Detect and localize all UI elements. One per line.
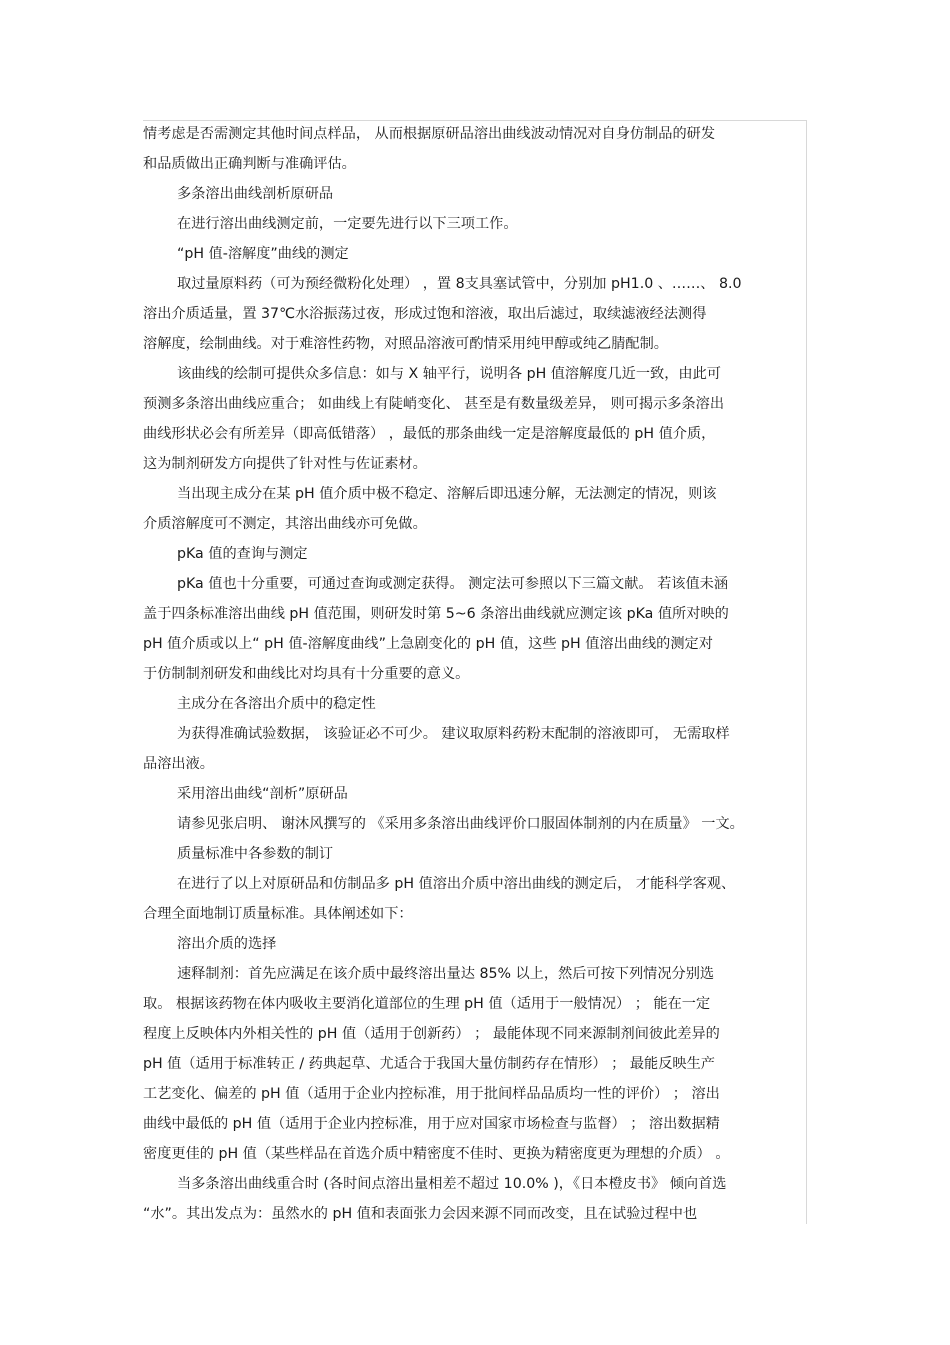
- text-line: 溶出介质的选择: [177, 936, 277, 952]
- text-line: 程度上反映体内外相关性的 pH 值（适用于创新药） ； 最能体现不同来源制剂间彼此差异的: [143, 1026, 720, 1042]
- text-line: 这为制剂研发方向提供了针对性与佐证素材。: [143, 456, 427, 472]
- text-line: pH 值（适用于标准转正 / 药典起草、尤适合于我国大量仿制药存在情形） ； 最能反映生产: [143, 1056, 715, 1072]
- text-line: 介质溶解度可不测定，其溶出曲线亦可免做。: [143, 516, 427, 532]
- text-line: 工艺变化、偏差的 pH 值（适用于企业内控标准，用于批间样品品质均一性的评价） ； 溶出: [143, 1086, 720, 1102]
- text-line: pKa 值也十分重要，可通过查询或测定获得。 测定法可参照以下三篇文献。 若该值未涵: [177, 576, 729, 592]
- page-border-right: [806, 120, 807, 1224]
- text-line: 曲线形状必会有所差异（即高低错落） ，最低的那条曲线一定是溶解度最低的 pH 值介质，: [143, 426, 716, 442]
- text-line: 在进行了以上对原研品和仿制品多 pH 值溶出介质中溶出曲线的测定后， 才能科学客观、: [177, 876, 736, 892]
- text-line: 于仿制制剂研发和曲线比对均具有十分重要的意义。: [143, 666, 470, 682]
- text-line: 曲线中最低的 pH 值（适用于企业内控标准，用于应对国家市场检查与监督） ； 溶出数据精: [143, 1116, 720, 1132]
- text-line: 为获得准确试验数据， 该验证必不可少。 建议取原料药粉末配制的溶液即可， 无需取样: [177, 726, 730, 742]
- page-border-top: [143, 120, 807, 121]
- text-line: 采用溶出曲线“剖析”原研品: [177, 786, 348, 802]
- text-line: 盖于四条标准溶出曲线 pH 值范围，则研发时第 5~6 条溶出曲线就应测定该 pKa 值所对映的: [143, 606, 729, 622]
- text-line: 密度更佳的 pH 值（某些样品在首选介质中精密度不佳时、更换为精密度更为理想的介质） 。: [143, 1146, 730, 1162]
- text-line: 在进行溶出曲线测定前，一定要先进行以下三项工作。: [177, 216, 518, 232]
- text-line: 当出现主成分在某 pH 值介质中极不稳定、溶解后即迅速分解，无法测定的情况，则该: [177, 486, 717, 502]
- text-line: 溶出介质适量，置 37℃水浴振荡过夜，形成过饱和溶液，取出后滤过，取续滤液经法测得: [143, 306, 707, 322]
- text-line: 品溶出液。: [143, 756, 214, 772]
- text-line: 情考虑是否需测定其他时间点样品， 从而根据原研品溶出曲线波动情况对自身仿制品的研发: [143, 126, 716, 142]
- text-line: 当多条溶出曲线重合时 (各时间点溶出量相差不超过 10.0% )，《日本橙皮书》 倾向首选: [177, 1176, 727, 1192]
- text-line: “pH 值-溶解度”曲线的测定: [177, 246, 349, 262]
- text-line: 多条溶出曲线剖析原研品: [177, 186, 334, 202]
- text-line: 主成分在各溶出介质中的稳定性: [177, 696, 376, 712]
- text-line: 速释制剂：首先应满足在该介质中最终溶出量达 85% 以上，然后可按下列情况分别选: [177, 966, 715, 982]
- text-line: 取过量原料药（可为预经微粉化处理） ，置 8支具塞试管中，分别加 pH1.0 、……、 8.0: [177, 276, 742, 292]
- text-line: “水”。其出发点为：虽然水的 pH 值和表面张力会因来源不同而改变，且在试验过程中也: [143, 1206, 698, 1222]
- text-line: 和品质做出正确判断与准确评估。: [143, 156, 356, 172]
- text-line: 合理全面地制订质量标准。具体阐述如下：: [143, 906, 413, 922]
- text-line: 质量标准中各参数的制订: [177, 846, 334, 862]
- text-line: 预测多条溶出曲线应重合； 如曲线上有陡峭变化、 甚至是有数量级差异， 则可揭示多条溶出: [143, 396, 725, 412]
- text-line: 取。 根据该药物在体内吸收主要消化道部位的生理 pH 值（适用于一般情况） ； 能在一定: [143, 996, 711, 1012]
- text-line: 请参见张启明、 谢沐风撰写的 《采用多条溶出曲线评价口服固体制剂的内在质量》 一文。: [177, 816, 744, 832]
- text-line: 该曲线的绘制可提供众多信息：如与 X 轴平行，说明各 pH 值溶解度几近一致，由此可: [177, 366, 721, 382]
- text-line: pKa 值的查询与测定: [177, 546, 308, 562]
- text-line: 溶解度，绘制曲线。对于难溶性药物，对照品溶液可酌情采用纯甲醇或纯乙腈配制。: [143, 336, 668, 352]
- text-line: pH 值介质或以上“ pH 值-溶解度曲线”上急剧变化的 pH 值，这些 pH 值溶出曲线的测定对: [143, 636, 713, 652]
